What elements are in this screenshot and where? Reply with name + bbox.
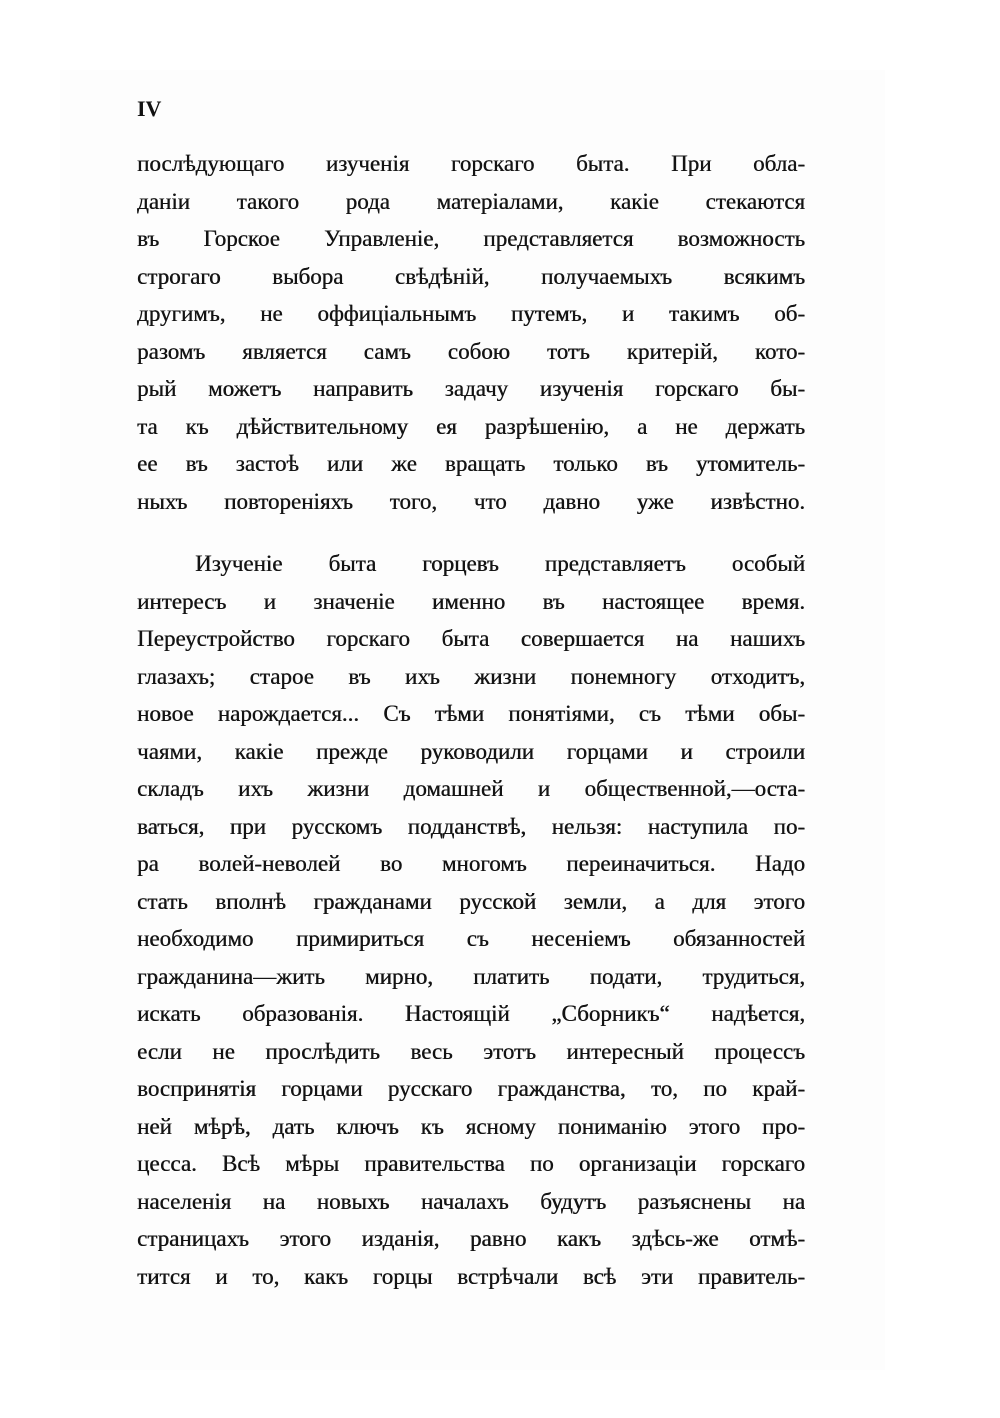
text-line: стать вполнѣ гражданами русской земли, а для этого: [137, 888, 805, 914]
text-line: въ Горское Управленіе, представляется возможность: [137, 226, 805, 251]
text-line: необходимо примириться съ несеніемъ обязанностей: [137, 926, 805, 951]
paragraph-1: [137, 145, 805, 520]
text-line: населенія на новыхъ началахъ будутъ разъяснены на: [137, 1188, 805, 1214]
text-line: та къ дѣйствительному ея разрѣшенію, а не держать: [137, 413, 805, 439]
text-line: воспринятія горцами русскаго гражданства, то, по край-: [137, 1076, 805, 1101]
text-line: чаями, какіе прежде руководили горцами и строили: [137, 738, 805, 764]
text-line: ее въ застоѣ или же вращать только въ утомитель-: [137, 451, 805, 476]
text-line: искать образованія. Настоящій „Сборникъ“ надѣется,: [137, 1001, 805, 1026]
text-line: интересъ и значеніе именно въ настоящее время.: [137, 588, 805, 614]
text-line: цесса. Всѣ мѣры правительства по организаціи горскаго: [137, 1151, 805, 1176]
text-line: страницахъ этого изданія, равно какъ здѣсь-же отмѣ-: [137, 1226, 805, 1251]
text-line: складъ ихъ жизни домашней и общественной,—оста-: [137, 776, 805, 801]
text-line: тится и то, какъ горцы встрѣчали всѣ эти правитель-: [137, 1263, 805, 1289]
text-line: если не прослѣдить весь этотъ интересный процессъ: [137, 1038, 805, 1064]
text-line: ваться, при русскомъ подданствѣ, нельзя: наступила по-: [137, 813, 805, 839]
text-line: послѣдующаго изученія горскаго быта. При обла-: [137, 151, 805, 176]
text-line: строгаго выбора свѣдѣній, получаемыхъ всякимъ: [137, 263, 805, 289]
paragraph-2: [137, 545, 805, 1295]
page-number: IV: [137, 96, 162, 121]
text-line: Переустройство горскаго быта совершается на нашихъ: [137, 626, 805, 651]
text-line: ныхъ повтореніяхъ того, что давно уже извѣстно.: [137, 488, 805, 514]
text-line: ра волей-неволей во многомъ переиначиться. Надо: [137, 851, 805, 876]
text-line: гражданина—жить мирно, платить подати, трудиться,: [137, 963, 805, 989]
text-line: новое нарождается... Съ тѣми понятіями, съ тѣми обы-: [137, 701, 805, 726]
text-line: Изученіе быта горцевъ представляетъ особый: [195, 551, 805, 576]
text-line: рый можетъ направить задачу изученія горскаго бы-: [137, 376, 805, 401]
text-line: даніи такого рода матеріалами, какіе стекаются: [137, 188, 805, 214]
text-line: глазахъ; старое въ ихъ жизни понемногу отходитъ,: [137, 663, 805, 689]
text-line: другимъ, не оффиціальнымъ путемъ, и такимъ об-: [137, 301, 805, 326]
text-line: ней мѣрѣ, дать ключъ къ ясному пониманію этого про-: [137, 1113, 805, 1139]
text-line: разомъ является самъ собою тотъ критерій, кото-: [137, 338, 805, 364]
